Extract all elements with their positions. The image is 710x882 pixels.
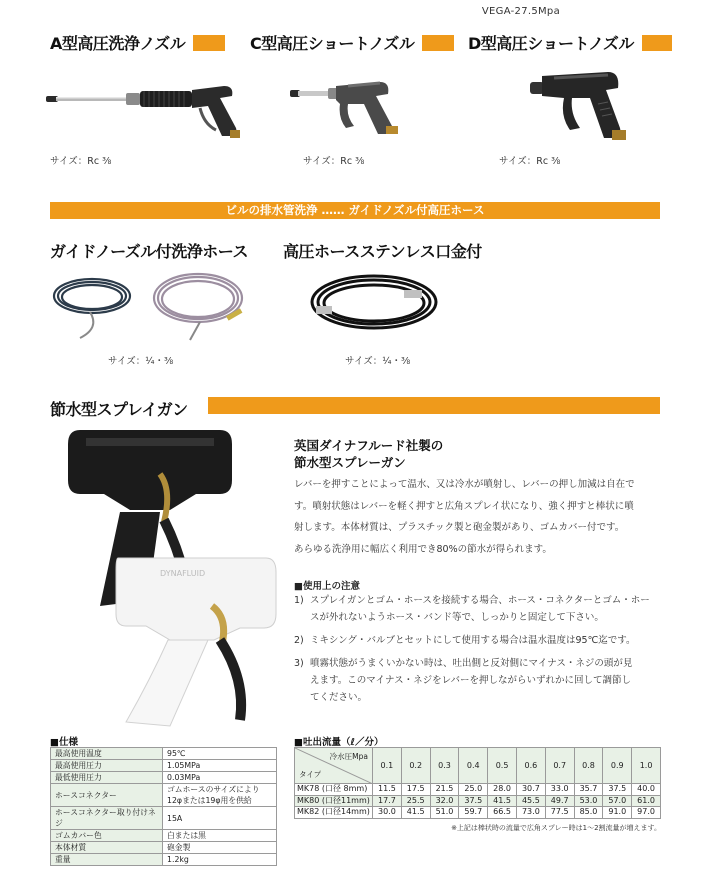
flow-pressure-header: 0.2 — [401, 748, 430, 784]
flow-pressure-header: 0.9 — [603, 748, 632, 784]
nozzle-a-title-bar — [193, 35, 225, 51]
hose-banner: ビルの排水管洗浄 …… ガイドノズル付高圧ホース — [50, 202, 660, 219]
guide-hose-size: サイズ：¼・⅜ — [108, 356, 174, 367]
flow-value: 30.0 — [373, 807, 402, 819]
spec-value: 1.2kg — [163, 854, 277, 866]
flow-table — [294, 747, 661, 819]
flow-value: 41.5 — [488, 795, 517, 807]
british-body-line: レバーを押すことによって温水、又は冷水が噴射し、レバーの押し加減は自在で — [294, 479, 635, 490]
note-item — [294, 655, 666, 706]
flow-header-row — [295, 748, 661, 784]
note-line: てください。 — [310, 692, 368, 703]
flow-pressure-header: 0.6 — [516, 748, 545, 784]
note-line: ミキシング・バルブとセットにして使用する場合は温水温度は95℃迄です。 — [310, 635, 636, 646]
british-body — [294, 474, 664, 560]
spec-row — [51, 772, 277, 784]
stainless-hose-title: 高圧ホースステンレス口金付 — [283, 242, 482, 261]
flow-footnote: ※上記は棒状時の流量で広角スプレー時は1～2割流量が増えます。 — [451, 824, 661, 832]
spec-value: 白または黒 — [163, 830, 277, 842]
note-line: えます。このマイナス・ネジをレバーを押しながらいずれかに回して調節し — [310, 675, 632, 686]
nozzle-d-title-bar — [642, 35, 672, 51]
flow-value: 25.0 — [459, 784, 488, 796]
nozzle-d-size: サイズ：Rc ⅜ — [499, 156, 561, 167]
flow-value: 35.7 — [574, 784, 603, 796]
flow-value: 66.5 — [488, 807, 517, 819]
spec-row — [51, 854, 277, 866]
nozzle-a-title-text: A型高圧洗浄ノズル — [50, 34, 186, 53]
guide-hose-image — [50, 268, 250, 348]
note-item — [294, 592, 666, 626]
nozzle-d-image — [528, 68, 638, 144]
flow-type-label: MK78 (口径 8mm) — [295, 784, 373, 796]
note-number: 3) — [294, 658, 304, 669]
british-title-1: 英国ダイナフルード社製の — [294, 438, 444, 453]
flow-value: 30.7 — [516, 784, 545, 796]
nozzle-d-title — [468, 31, 672, 54]
spec-key: 最低使用圧力 — [51, 772, 163, 784]
spec-value: 砲金製 — [163, 842, 277, 854]
flow-pressure-header: 0.7 — [545, 748, 574, 784]
notes-list — [294, 592, 666, 706]
flow-value: 37.5 — [459, 795, 488, 807]
spec-row — [51, 842, 277, 854]
spec-key: ゴムカバー色 — [51, 830, 163, 842]
note-number: 1) — [294, 595, 304, 606]
flow-row — [295, 795, 661, 807]
nozzle-c-title — [250, 31, 454, 54]
spraygun-section-title: 節水型スプレイガン — [50, 400, 188, 419]
flow-value: 21.5 — [430, 784, 459, 796]
flow-value: 37.5 — [603, 784, 632, 796]
flow-value: 85.0 — [574, 807, 603, 819]
flow-value: 51.0 — [430, 807, 459, 819]
stainless-hose-image — [308, 262, 442, 346]
nozzle-a-title — [50, 31, 225, 54]
nozzle-d-title-text: D型高圧ショートノズル — [468, 34, 634, 53]
flow-value: 53.0 — [574, 795, 603, 807]
spec-key: 重量 — [51, 854, 163, 866]
flow-value: 97.0 — [632, 807, 661, 819]
flow-value: 49.7 — [545, 795, 574, 807]
spec-table — [50, 747, 277, 866]
flow-pressure-header: 0.1 — [373, 748, 402, 784]
nozzle-c-title-bar — [422, 35, 454, 51]
spec-value-line: 12φまたは19φ用を供給 — [167, 796, 252, 805]
flow-value: 57.0 — [603, 795, 632, 807]
british-body-line: あらゆる洗浄用に幅広く利用でき80%の節水が得られます。 — [294, 543, 552, 555]
flow-value: 11.5 — [373, 784, 402, 796]
note-item — [294, 632, 666, 649]
spec-value: 1.05MPa — [163, 760, 277, 772]
nozzle-a-image — [44, 78, 244, 144]
flow-type-label: MK80 (口径11mm) — [295, 795, 373, 807]
spec-row — [51, 807, 277, 830]
flow-row — [295, 784, 661, 796]
note-line: 噴霧状態がうまくいかない時は、吐出側と反対側にマイナス・ネジの頭が見 — [310, 658, 633, 669]
note-line: スプレイガンとゴム・ホースを接続する場合、ホース・コネクターとゴム・ホー — [310, 595, 650, 606]
flow-row — [295, 807, 661, 819]
spec-value: 0.03MPa — [163, 772, 277, 784]
spec-key: 本体材質 — [51, 842, 163, 854]
spec-title: ■仕様 — [50, 737, 78, 748]
spec-key: 最高使用温度 — [51, 748, 163, 760]
flow-corner-cell — [295, 748, 373, 784]
flow-value: 45.5 — [516, 795, 545, 807]
stainless-hose-size: サイズ：¼・⅜ — [345, 356, 411, 367]
nozzle-a-size: サイズ：Rc ⅜ — [50, 156, 112, 167]
spec-row — [51, 760, 277, 772]
spraygun-image — [60, 430, 280, 730]
spec-row — [51, 830, 277, 842]
flow-value: 91.0 — [603, 807, 632, 819]
note-number: 2) — [294, 635, 304, 646]
flow-value: 17.7 — [373, 795, 402, 807]
flow-value: 17.5 — [401, 784, 430, 796]
spec-value-line: ゴムホースのサイズにより — [167, 785, 260, 794]
spec-row — [51, 748, 277, 760]
note-line: スが外れないようホース・バンド等で、しっかりと固定して下さい。 — [310, 612, 604, 623]
spec-key: ホースコネクター取り付けネジ — [51, 807, 163, 830]
spec-value: 95℃ — [163, 748, 277, 760]
nozzle-c-image — [288, 76, 408, 140]
spec-row — [51, 784, 277, 807]
spec-key: ホースコネクター — [51, 784, 163, 807]
flow-pressure-header: 0.8 — [574, 748, 603, 784]
model-label: VEGA-27.5Mpa — [481, 6, 560, 17]
flow-type-label: MK82 (口径14mm) — [295, 807, 373, 819]
british-title-2: 節水型スプレーガン — [294, 455, 406, 470]
notes-title: ■使用上の注意 — [294, 581, 360, 592]
flow-pressure-header: 0.3 — [430, 748, 459, 784]
flow-title: ■吐出流量（ℓ／分） — [294, 737, 384, 748]
flow-pressure-header: 0.5 — [488, 748, 517, 784]
gun-logo: DYNAFLUID — [160, 569, 206, 578]
nozzle-c-size: サイズ：Rc ⅜ — [303, 156, 365, 167]
flow-value: 28.0 — [488, 784, 517, 796]
nozzle-c-title-text: C型高圧ショートノズル — [250, 34, 415, 53]
british-body-line: す。噴射状態はレバーを軽く押すと広角スプレイ状になり、強く押すと棒状に噴 — [294, 500, 634, 512]
flow-value: 41.5 — [401, 807, 430, 819]
flow-value: 73.0 — [516, 807, 545, 819]
spec-key: 最高使用圧力 — [51, 760, 163, 772]
flow-value: 40.0 — [632, 784, 661, 796]
spraygun-section-bar — [208, 397, 660, 414]
corner-top-label: 冷水圧Mpa — [329, 752, 368, 761]
corner-bottom-label: タイプ — [299, 770, 322, 779]
flow-pressure-header: 0.4 — [459, 748, 488, 784]
spec-value: 15A — [163, 807, 277, 830]
flow-value: 33.0 — [545, 784, 574, 796]
flow-value: 61.0 — [632, 795, 661, 807]
flow-value: 59.7 — [459, 807, 488, 819]
british-body-line: 射します。本体材質は、プラスチック製と砲金製があり、ゴムカバー付です。 — [294, 522, 625, 533]
spec-value — [163, 784, 277, 807]
guide-hose-title: ガイドノーズル付洗浄ホース — [50, 242, 248, 261]
flow-pressure-header: 1.0 — [632, 748, 661, 784]
flow-value: 25.5 — [401, 795, 430, 807]
flow-value: 77.5 — [545, 807, 574, 819]
flow-value: 32.0 — [430, 795, 459, 807]
